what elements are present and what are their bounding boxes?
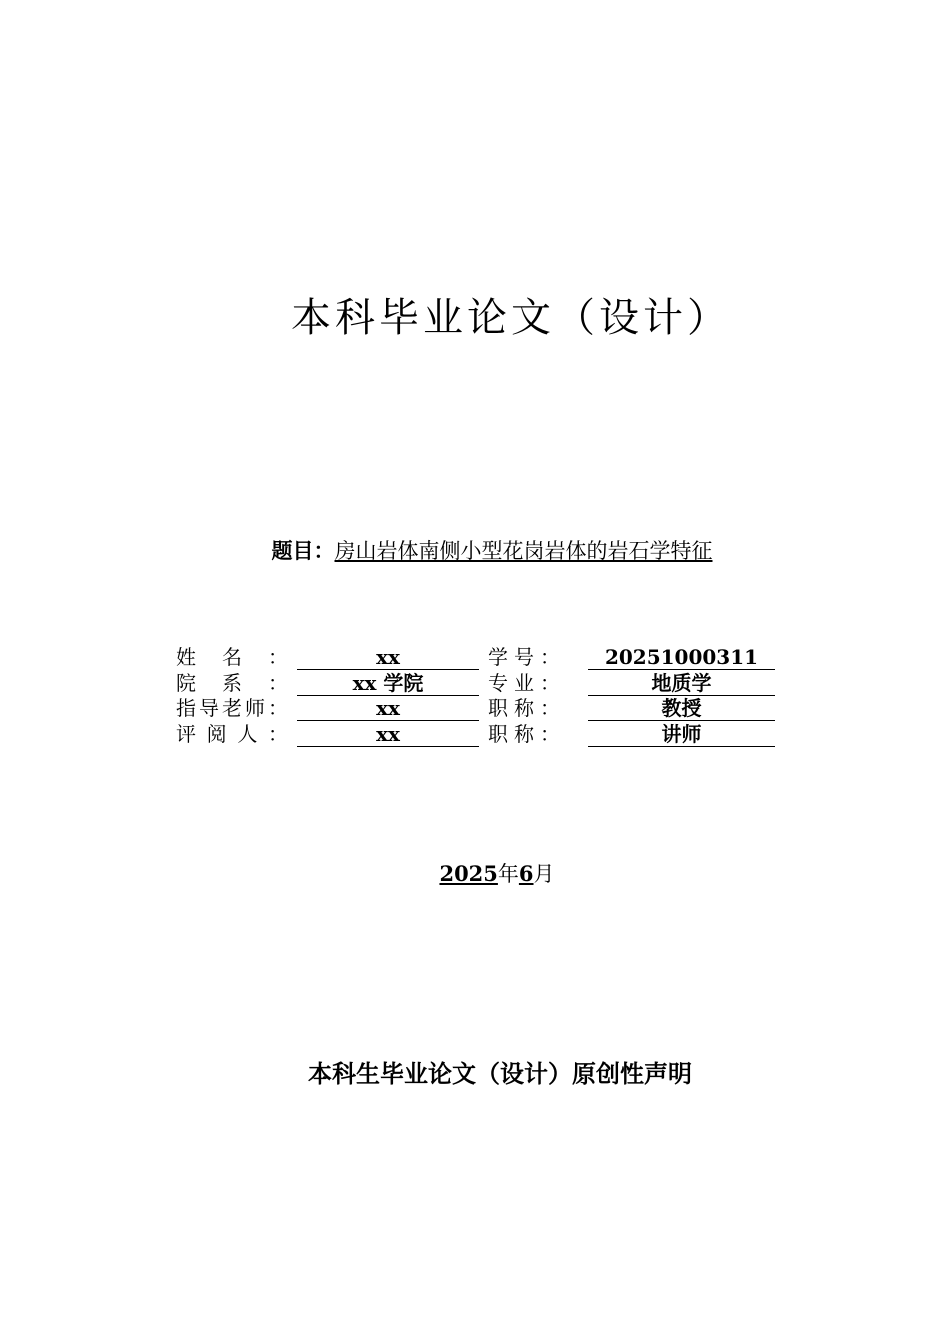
reviewer-value: xx: [297, 722, 479, 747]
info-row-department: [176, 671, 776, 697]
info-row-name: [176, 645, 776, 671]
name-label: 姓名：: [176, 645, 288, 669]
reviewer-title-value: 讲师: [588, 722, 775, 747]
date-month-unit: 月: [533, 862, 555, 886]
date-year: 2025: [439, 861, 498, 886]
declaration-title: 本科生毕业论文（设计）原创性声明: [308, 1059, 692, 1088]
reviewer-title-label: 职称：: [488, 721, 560, 746]
name-value: xx: [297, 645, 479, 670]
advisor-label: 指导老师：: [176, 696, 288, 720]
advisor-title-label: 职称：: [488, 696, 560, 720]
student-id-label: 学号：: [488, 645, 560, 669]
department-value: xx 学院: [297, 671, 479, 696]
reviewer-label: 评阅人：: [176, 721, 288, 746]
date-month: 6: [518, 861, 534, 886]
topic-value: 房山岩体南侧小型花岗岩体的岩石学特征: [334, 539, 713, 563]
advisor-title-value: 教授: [588, 696, 775, 721]
student-id-value: 20251000311: [588, 645, 775, 670]
major-value: 地质学: [588, 671, 775, 696]
thesis-topic: [0, 535, 950, 565]
major-label: 专业：: [488, 670, 560, 695]
info-row-reviewer: [176, 722, 776, 748]
main-title: 本科毕业论文（设计）: [291, 295, 731, 341]
student-info-table: [176, 645, 776, 747]
department-label: 院系：: [176, 670, 288, 695]
info-row-advisor: [176, 696, 776, 722]
topic-label: 题目：: [271, 538, 335, 563]
date-year-unit: 年: [497, 862, 519, 886]
submission-date: [0, 858, 950, 888]
advisor-value: xx: [297, 696, 479, 721]
